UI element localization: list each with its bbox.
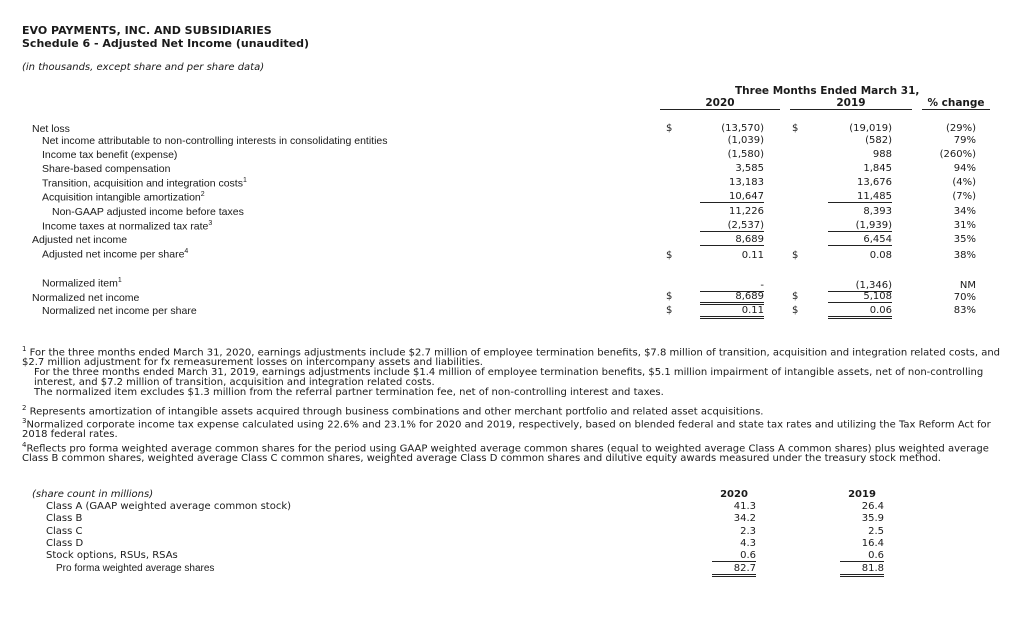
share-value-2020: 34.2 bbox=[733, 513, 756, 524]
value-2019: 988 bbox=[872, 149, 892, 160]
share-value-2020: 41.3 bbox=[733, 501, 756, 512]
value-2019: 8,393 bbox=[863, 206, 892, 217]
row-label: Income tax benefit (expense) bbox=[42, 149, 178, 161]
share-count-caption: (share count in millions) bbox=[32, 489, 154, 500]
period-header: Three Months Ended March 31, bbox=[735, 85, 920, 97]
share-value-2020: 0.6 bbox=[712, 550, 756, 562]
share-value-2019: 81.8 bbox=[840, 563, 884, 577]
share-row-label: Class A (GAAP weighted average common stock) bbox=[46, 501, 292, 512]
row-label: Normalized net income bbox=[32, 292, 140, 304]
column-2020-header: 2020 bbox=[660, 97, 780, 110]
share-value-2019: 16.4 bbox=[861, 538, 884, 549]
share-value-2019: 2.5 bbox=[868, 526, 884, 537]
row-label: Acquisition intangible amortization$^2$ bbox=[42, 191, 205, 204]
share-value-2020: 2.3 bbox=[740, 526, 756, 537]
value-2020: - bbox=[700, 280, 764, 292]
row-label: Income taxes at normalized tax rate$^3$ bbox=[42, 220, 213, 233]
value-pct-change: (260%) bbox=[939, 149, 976, 160]
value-pct-change: (29%) bbox=[945, 123, 976, 134]
column-pct-change-header: % change bbox=[922, 97, 990, 110]
value-2019: 1,845 bbox=[863, 163, 892, 174]
value-2020: (1,580) bbox=[727, 149, 764, 160]
dollar-sign: $ bbox=[666, 305, 673, 316]
units-note: (in thousands, except share and per share data) bbox=[22, 62, 265, 73]
share-value-2019: 0.6 bbox=[840, 550, 884, 562]
value-2019: 6,454 bbox=[828, 234, 892, 246]
share-value-2020: 82.7 bbox=[712, 563, 756, 577]
share-row-label: Class D bbox=[46, 538, 84, 549]
share-row-label: Stock options, RSUs, RSAs bbox=[46, 550, 178, 561]
value-pct-change: 83% bbox=[953, 305, 976, 316]
value-pct-change: 79% bbox=[953, 135, 976, 146]
value-2020: 8,689 bbox=[700, 234, 764, 246]
dollar-sign: $ bbox=[792, 305, 799, 316]
value-pct-change: (4%) bbox=[952, 177, 976, 188]
dollar-sign: $ bbox=[792, 291, 799, 302]
share-row-label: Class C bbox=[46, 526, 83, 537]
value-pct-change: 31% bbox=[953, 220, 976, 231]
share-value-2019: 26.4 bbox=[861, 501, 884, 512]
value-2020: 0.11 bbox=[700, 305, 764, 319]
value-2020: 11,226 bbox=[729, 206, 764, 217]
footnote-2: $^2$ Represents amortization of intangible assets acquired through business combinations and other merchant portfolio and related asset acquisitions. bbox=[22, 404, 764, 418]
dollar-sign: $ bbox=[666, 291, 673, 302]
value-2020: 8,689 bbox=[700, 291, 764, 305]
value-2019: (582) bbox=[865, 135, 892, 146]
row-label: Transition, acquisition and integration costs$^1$ bbox=[42, 177, 247, 190]
dollar-sign: $ bbox=[666, 123, 673, 134]
dollar-sign: $ bbox=[666, 250, 673, 261]
value-2020: 13,183 bbox=[729, 177, 764, 188]
value-2020: 3,585 bbox=[735, 163, 764, 174]
value-2019: 5,108 bbox=[828, 291, 892, 303]
value-pct-change: 70% bbox=[953, 292, 976, 303]
row-label: Adjusted net income bbox=[32, 234, 128, 246]
company-name: EVO PAYMENTS, INC. AND SUBSIDIARIES bbox=[22, 24, 272, 37]
value-2020: (2,537) bbox=[700, 220, 764, 232]
dollar-sign: $ bbox=[792, 123, 799, 134]
value-2019: 0.06 bbox=[828, 305, 892, 319]
schedule-title: Schedule 6 - Adjusted Net Income (unaudited) bbox=[22, 37, 310, 50]
value-pct-change: 34% bbox=[953, 206, 976, 217]
value-2020: 0.11 bbox=[741, 250, 764, 261]
value-pct-change: 94% bbox=[953, 163, 976, 174]
value-pct-change: 38% bbox=[953, 250, 976, 261]
footnote-4: $^4$Reflects pro forma weighted average common shares for the period using GAAP weighted average common shares (equal to weighted average Class A common shares) plus weighted average Class B common shares, weighted average Class C common shares, weighted average Class D common shares and dilutive equity awards measured under the treasury stock method. bbox=[22, 441, 989, 465]
value-2019: (19,019) bbox=[849, 123, 892, 134]
row-label: Non-GAAP adjusted income before taxes bbox=[52, 206, 244, 218]
row-label: Normalized item$^1$ bbox=[42, 277, 122, 290]
footnote-1: $^1$ For the three months ended March 31, 2020, earnings adjustments include $2.7 million of employee termination benefits, $7.8 million of transition, acquisition and integration related costs, and $2.7 million adjustment for fx remeasurement losses on intercompany assets and liabilities. For the three months ended March 31, 2019, earnings adjustments include $1.4 million of employee termination benefits, $5.1 million impairment of intangible assets, net of non-controlling interest, and $7.2 million of transition, acquisition and integration related costs. The normalized item excludes $1.3 million from the referral partner termination fee, net of non-controlling interest and taxes. bbox=[22, 345, 1001, 399]
shares-2019-header: 2019 bbox=[848, 489, 876, 500]
shares-2020-header: 2020 bbox=[720, 489, 748, 500]
value-2020: (1,039) bbox=[727, 135, 764, 146]
value-2020: 10,647 bbox=[700, 191, 764, 203]
column-2019-header: 2019 bbox=[790, 97, 912, 110]
row-label: Net loss bbox=[32, 123, 70, 135]
value-pct-change: 35% bbox=[953, 234, 976, 245]
share-row-label: Pro forma weighted average shares bbox=[56, 563, 215, 574]
row-label: Share-based compensation bbox=[42, 163, 171, 175]
value-2019: 11,485 bbox=[828, 191, 892, 203]
share-row-label: Class B bbox=[46, 513, 83, 524]
row-label: Net income attributable to non-controlling interests in consolidating entities bbox=[42, 135, 388, 147]
footnote-3: $^3$Normalized corporate income tax expense calculated using 22.6% and 23.1% for 2020 and 2019, respectively, based on blended federal and state tax rates and utilizing the Tax Reform Act for 2018 federal rates. bbox=[22, 417, 991, 441]
share-value-2020: 4.3 bbox=[740, 538, 756, 549]
row-label: Adjusted net income per share$^4$ bbox=[42, 248, 189, 261]
dollar-sign: $ bbox=[792, 250, 799, 261]
value-2020: (13,570) bbox=[721, 123, 764, 134]
value-2019: 13,676 bbox=[857, 177, 892, 188]
value-2019: (1,346) bbox=[828, 280, 892, 292]
value-pct-change: NM bbox=[959, 280, 976, 291]
value-2019: (1,939) bbox=[828, 220, 892, 232]
row-label: Normalized net income per share bbox=[42, 305, 197, 317]
value-pct-change: (7%) bbox=[952, 191, 976, 202]
share-value-2019: 35.9 bbox=[861, 513, 884, 524]
value-2019: 0.08 bbox=[869, 250, 892, 261]
